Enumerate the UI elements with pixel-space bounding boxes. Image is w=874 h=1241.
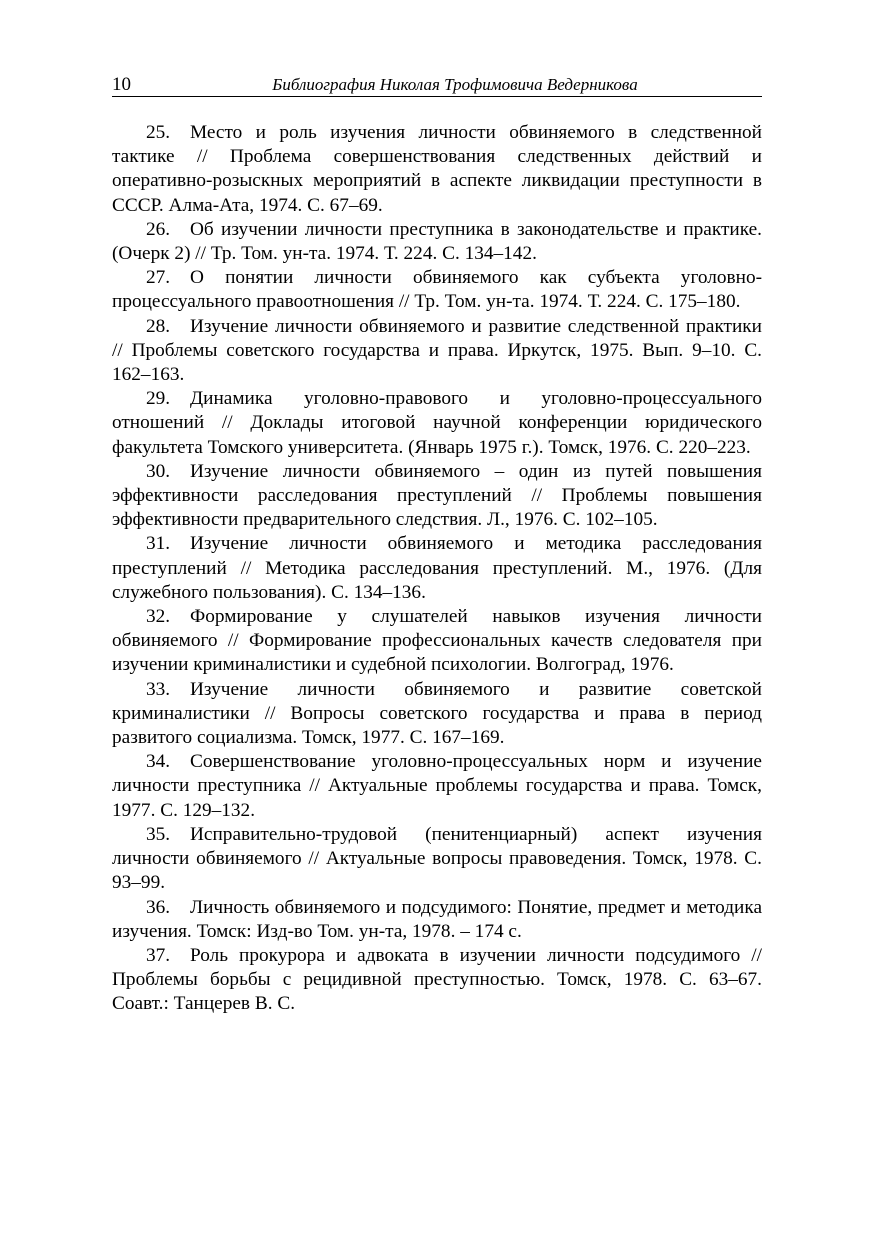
bibliography-entry [112,387,762,460]
entry-number: 31. [146,533,171,555]
entry-number: 30. [146,460,171,482]
document-page [112,74,762,1017]
entry-number: 36. [146,896,171,918]
entry-number: 35. [146,823,171,845]
entry-text: Изучение личности обвиняемого и методика расследования преступлений // Методика расследования преступлений. М., 1976. (Для служебного пользования). С. 134–136. [112,533,762,603]
bibliography-entry [112,266,762,314]
bibliography-entry [112,896,762,944]
entry-text: Место и роль изучения личности обвиняемого в следственной тактике // Проблема совершенствования следственных действий и оперативно-розыскных мероприятий в аспекте ликвидации преступности в СССР. Алма-Ата, 1974. С. 67–69. [112,122,762,216]
page-number: 10 [112,74,131,95]
entry-number: 26. [146,218,171,240]
entry-text: Динамика уголовно-правового и уголовно-процессуального отношений // Доклады итоговой научной конференции юридического факультета Томского университета. (Январь 1975 г.). Томск, 1976. С. 220–223. [112,388,762,458]
bibliography-entry [112,678,762,751]
entry-text: Личность обвиняемого и подсудимого: Понятие, предмет и методика изучения. Томск: Изд-во Том. ун-та, 1978. – 174 с. [112,896,762,942]
entry-number: 37. [146,944,171,966]
entry-number: 27. [146,267,171,289]
entry-number: 32. [146,606,171,628]
entry-number: 33. [146,678,171,700]
entry-number: 34. [146,751,171,773]
entry-text: Исправительно-трудовой (пенитенциарный) аспект изучения личности обвиняемого // Актуальные вопросы правоведения. Томск, 1978. С. 93–99. [112,823,762,894]
entry-text: Изучение личности обвиняемого и развитие советской криминалистики // Вопросы советского государства и права в период развитого социализма. Томск, 1977. С. 167–169. [112,678,762,749]
bibliography-entry [112,944,762,1017]
bibliography-list [112,121,762,1017]
entry-text: О понятии личности обвиняемого как субъекта уголовно-процессуального правоотношения // Тр. Том. ун-та. 1974. Т. 224. С. 175–180. [112,267,762,313]
entry-text: Изучение личности обвиняемого – один из путей повышения эффективности расследования преступлений // Проблемы повышения эффективности предварительного следствия. Л., 1976. С. 102–105. [112,460,762,531]
bibliography-entry [112,823,762,896]
entry-text: Изучение личности обвиняемого и развитие следственной практики // Проблемы советского государства и права. Иркутск, 1975. Вып. 9–10. С. 162–163. [112,315,762,386]
running-title: Библиография Николая Трофимовича Ведерникова [272,75,638,94]
entry-text: Об изучении личности преступника в законодательстве и практике. (Очерк 2) // Тр. Том. ун-та. 1974. Т. 224. С. 134–142. [112,218,762,265]
bibliography-entry [112,460,762,533]
entry-number: 28. [146,315,171,337]
entry-number: 25. [146,122,171,143]
bibliography-entry [112,532,762,605]
entry-number: 29. [146,388,171,410]
bibliography-entry [112,605,762,678]
entry-text: Формирование у слушателей навыков изучения личности обвиняемого // Формирование профессиональных качеств следователя при изучении криминалистики и судебной психологии. Волгоград, 1976. [112,606,762,676]
entry-text: Совершенствование уголовно-процессуальных норм и изучение личности преступника // Актуальные проблемы государства и права. Томск, 1977. С. 129–132. [112,751,762,821]
bibliography-entry [112,218,762,266]
bibliography-entry [112,750,762,823]
entry-text: Роль прокурора и адвоката в изучении личности подсудимого // Проблемы борьбы с рецидивной преступностью. Томск, 1978. С. 63–67. Соавт.: Танцерев В. С. [112,944,762,1015]
running-header [112,74,762,97]
bibliography-entry [112,315,762,388]
bibliography-entry [112,121,762,218]
